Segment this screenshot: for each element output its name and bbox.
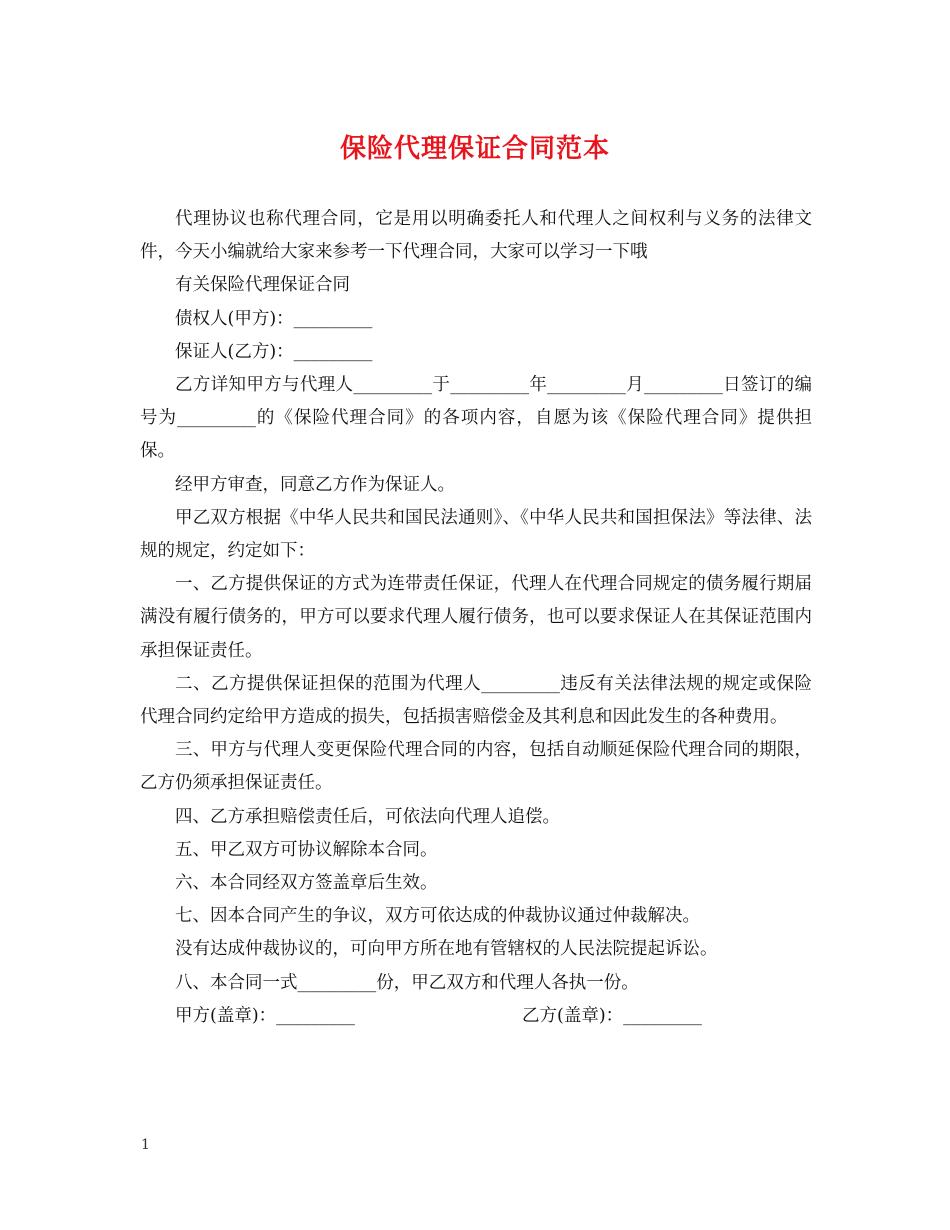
party-b-signature: 乙方(盖章)：_________ xyxy=(522,1005,702,1026)
legal-basis: 甲乙双方根据《中华人民共和国民法通则》、《中华人民共和国担保法》等法律、法规的规定，约定如下： xyxy=(140,507,812,562)
signature-row xyxy=(140,1000,812,1033)
page-number: 1 xyxy=(141,1137,150,1153)
clause-7: 七、因本合同产生的争议，双方可依达成的仲裁协议通过仲裁解决。 xyxy=(175,906,700,927)
clause-4: 四、乙方承担赔偿责任后，可依法向代理人追偿。 xyxy=(175,806,560,827)
creditor-line: 债权人(甲方)：_________ xyxy=(175,308,373,329)
clause-2: 二、乙方提供保证担保的范围为代理人_________违反有关法律法规的规定或保险代理合同约定给甲方造成的损失，包括损害赔偿金及其利息和因此发生的各种费用。 xyxy=(140,673,812,728)
document-body xyxy=(140,203,812,1033)
clause-5: 五、甲乙双方可协议解除本合同。 xyxy=(175,839,438,860)
contract-heading: 有关保险代理保证合同 xyxy=(175,275,350,296)
litigation-note: 没有达成仲裁协议的，可向甲方所在地有管辖权的人民法院提起诉讼。 xyxy=(175,939,718,960)
party-a-signature: 甲方(盖章)：_________ xyxy=(175,1005,355,1026)
review-statement: 经甲方审查，同意乙方作为保证人。 xyxy=(175,474,455,495)
clause-6: 六、本合同经双方签盖章后生效。 xyxy=(175,873,438,894)
intro-paragraph: 代理协议也称代理合同，它是用以明确委托人和代理人之间权利与义务的法律文件，今天小编就给大家来参考一下代理合同，大家可以学习一下哦 xyxy=(140,209,812,263)
guarantee-statement: 乙方详知甲方与代理人_________于_________年_________月_________日签订的编号为_________的《保险代理合同》的各项内容，自愿为该《保险代理合同》提供担保。 xyxy=(140,375,812,462)
clause-8: 八、本合同一式_________份，甲乙双方和代理人各执一份。 xyxy=(175,972,639,993)
clause-3: 三、甲方与代理人变更保险代理合同的内容，包括自动顺延保险代理合同的期限，乙方仍须承担保证责任。 xyxy=(140,740,812,794)
guarantor-line: 保证人(乙方)：_________ xyxy=(175,341,373,362)
clause-1: 一、乙方提供保证的方式为连带责任保证，代理人在代理合同规定的债务履行期届满没有履行债务的，甲方可以要求代理人履行债务，也可以要求保证人在其保证范围内承担保证责任。 xyxy=(140,574,812,661)
document-title: 保险代理保证合同范本 xyxy=(339,134,610,164)
